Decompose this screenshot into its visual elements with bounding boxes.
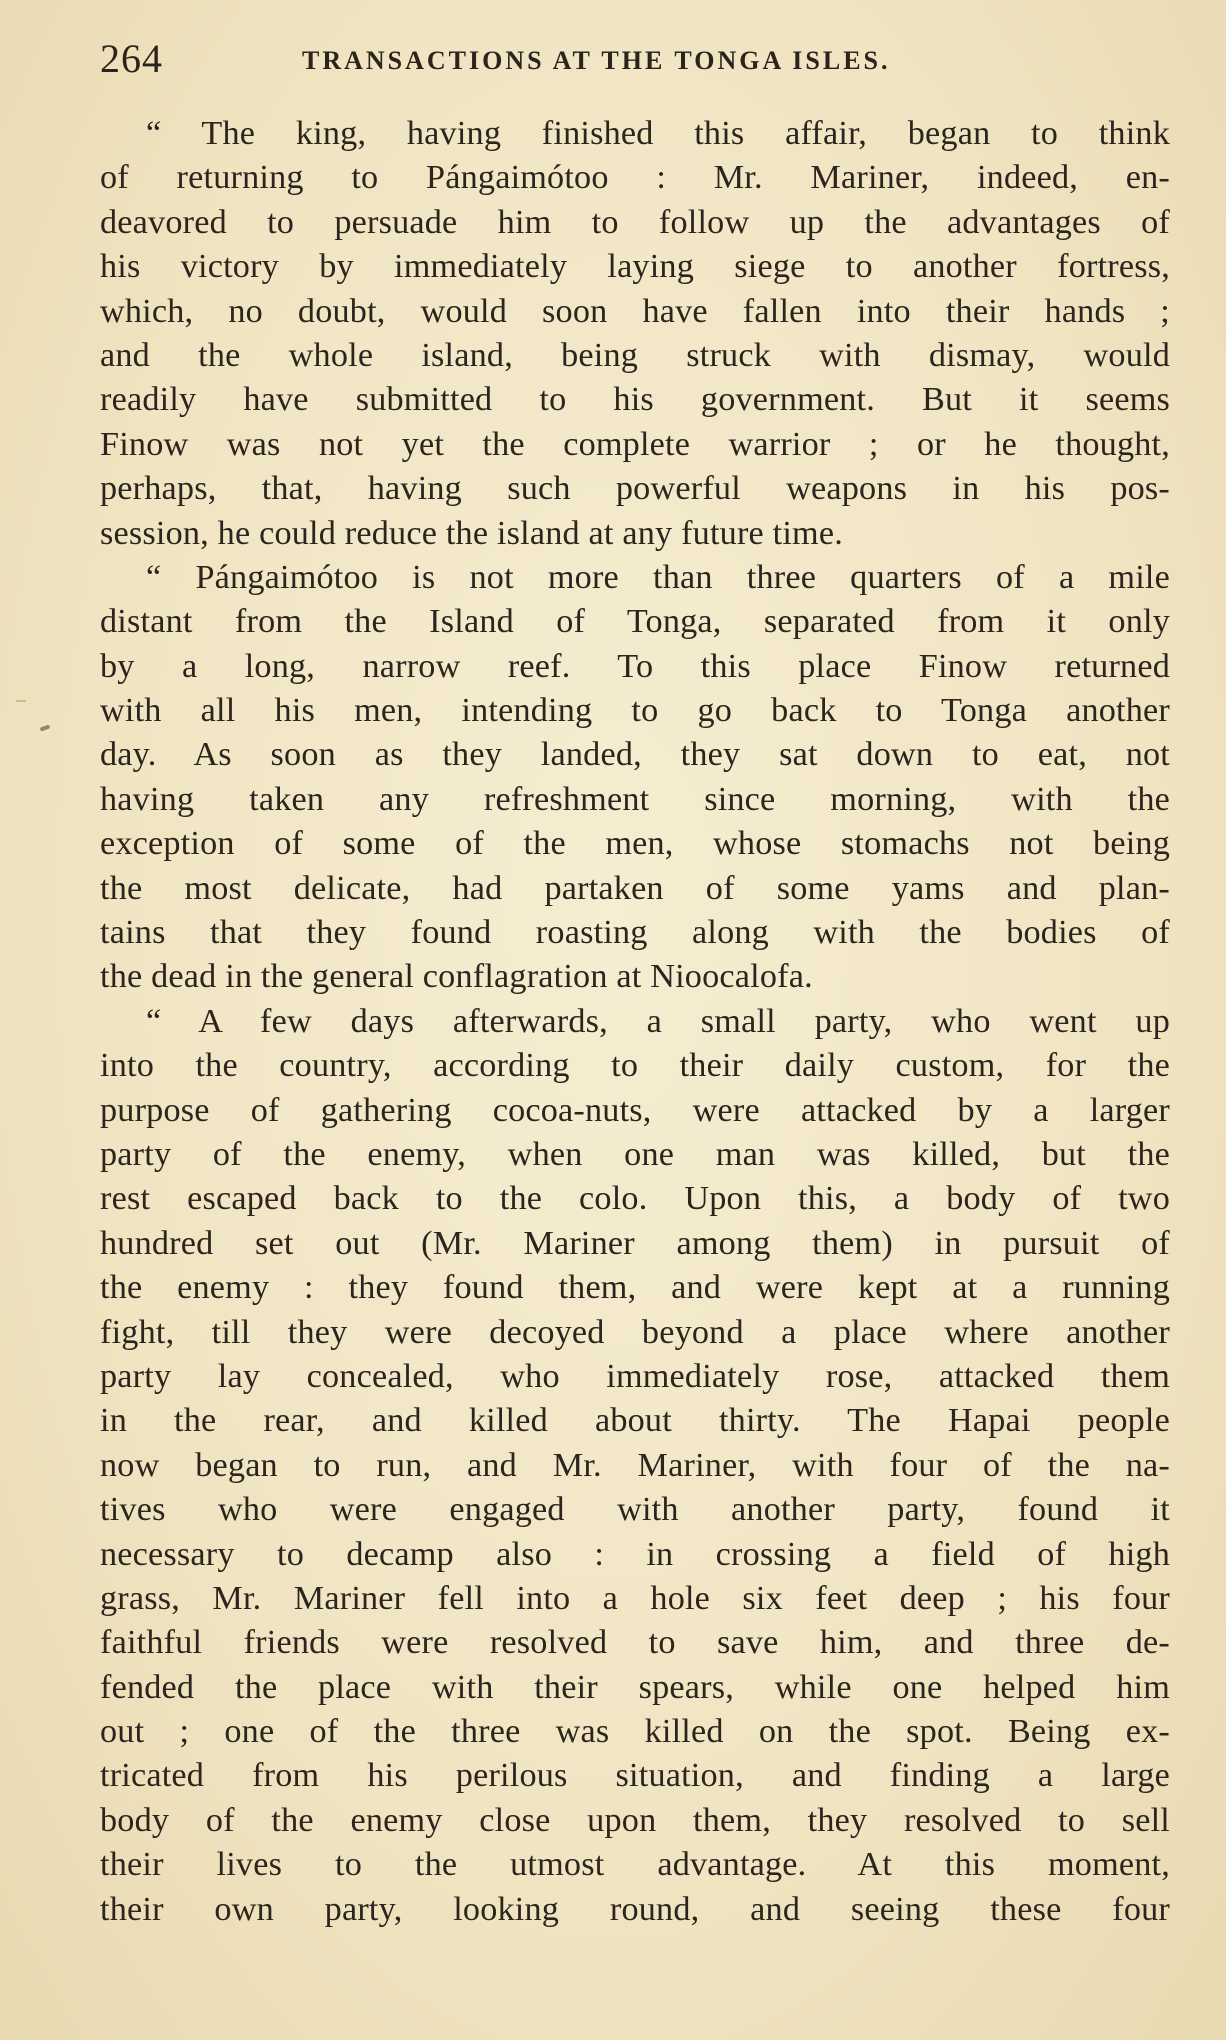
- text-line: out ; one of the three was killed on the spot. Being ex-: [100, 1713, 1170, 1751]
- text-line: “ Pángaimótoo is not more than three quarters of a mile: [146, 558, 1170, 596]
- text-line: grass, Mr. Mariner fell into a hole six feet deep ; his four: [100, 1579, 1170, 1617]
- text-line: into the country, according to their daily custom, for the: [100, 1047, 1170, 1085]
- page-number: 264: [100, 36, 163, 81]
- text-line: body of the enemy close upon them, they resolved to sell: [100, 1801, 1170, 1839]
- text-line: exception of some of the men, whose stomachs not being: [100, 825, 1170, 863]
- text-line: party of the enemy, when one man was killed, but the: [100, 1135, 1170, 1173]
- text-line: tains that they found roasting along with the bodies of: [100, 914, 1170, 952]
- text-line: faithful friends were resolved to save him, and three de-: [100, 1624, 1170, 1662]
- text-line: hundred set out (Mr. Mariner among them) in pursuit of: [100, 1224, 1170, 1262]
- text-line: with all his men, intending to go back to Tonga another: [100, 692, 1170, 730]
- text-line: which, no doubt, would soon have fallen into their hands ;: [100, 292, 1170, 330]
- text-line: now began to run, and Mr. Mariner, with four of the na-: [100, 1446, 1170, 1484]
- text-line: Finow was not yet the complete warrior ; or he thought,: [100, 425, 1170, 463]
- text-line: readily have submitted to his government. But it seems: [100, 381, 1170, 419]
- text-line: having taken any refreshment since morning, with the: [100, 780, 1170, 818]
- text-line: perhaps, that, having such powerful weapons in his pos-: [100, 470, 1170, 508]
- text-line: distant from the Island of Tonga, separated from it only: [100, 603, 1170, 641]
- page-header: [100, 34, 1170, 84]
- running-head: TRANSACTIONS AT THE TONGA ISLES.: [302, 46, 891, 75]
- text-line: day. As soon as they landed, they sat down to eat, not: [100, 736, 1170, 774]
- text-line: “ The king, having finished this affair, began to think: [146, 115, 1170, 152]
- ink-speck: [40, 724, 51, 731]
- text-line: his victory by immediately laying siege to another fortress,: [100, 248, 1170, 286]
- text-line: the enemy : they found them, and were kept at a running: [100, 1269, 1170, 1307]
- text-line: and the whole island, being struck with dismay, would: [100, 336, 1170, 374]
- text-line: “ A few days afterwards, a small party, who went up: [146, 1002, 1170, 1040]
- text-line: the dead in the general conflagration at Nioocalofa.: [100, 958, 813, 996]
- text-line: necessary to decamp also : in crossing a field of high: [100, 1535, 1170, 1573]
- text-line: fight, till they were decoyed beyond a place where another: [100, 1313, 1170, 1351]
- text-line: by a long, narrow reef. To this place Finow returned: [100, 647, 1170, 685]
- text-line: of returning to Pángaimótoo : Mr. Mariner, indeed, en-: [100, 159, 1170, 197]
- margin-mark: [16, 700, 26, 702]
- text-line: rest escaped back to the colo. Upon this, a body of two: [100, 1180, 1170, 1218]
- text-line: party lay concealed, who immediately rose, attacked them: [100, 1357, 1170, 1395]
- text-line: their lives to the utmost advantage. At this moment,: [100, 1846, 1170, 1884]
- text-line: the most delicate, had partaken of some yams and plan-: [100, 869, 1170, 907]
- text-line: purpose of gathering cocoa-nuts, were attacked by a larger: [100, 1091, 1170, 1129]
- text-line: in the rear, and killed about thirty. The Hapai people: [100, 1402, 1170, 1440]
- body-text: [100, 112, 1170, 1932]
- text-line: tricated from his perilous situation, and finding a large: [100, 1757, 1170, 1795]
- text-line: their own party, looking round, and seeing these four: [100, 1890, 1170, 1928]
- text-line: session, he could reduce the island at any future time.: [100, 514, 843, 552]
- text-line: tives who were engaged with another party, found it: [100, 1491, 1170, 1529]
- text-line: deavored to persuade him to follow up the advantages of: [100, 203, 1170, 241]
- text-line: fended the place with their spears, while one helped him: [100, 1668, 1170, 1706]
